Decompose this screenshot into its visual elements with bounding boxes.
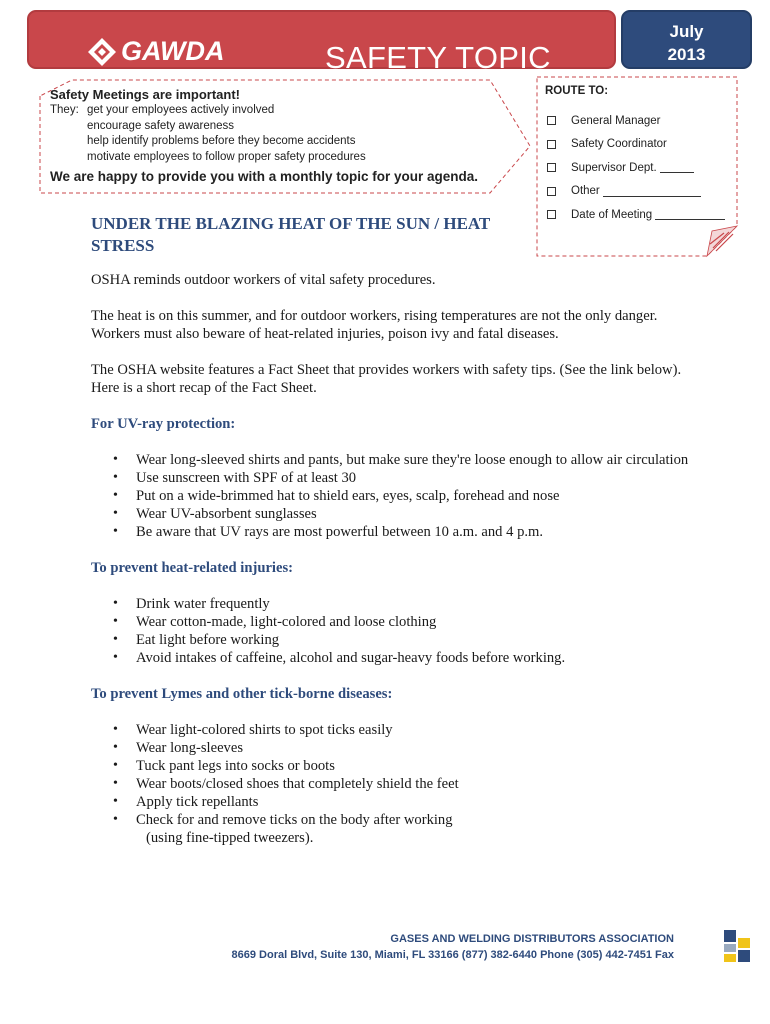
route-item-supervisor-dept[interactable] [545,156,735,180]
route-item-other[interactable] [545,180,735,204]
heat-bullet-list [91,595,691,667]
route-box [545,84,735,227]
footer-org: GASES AND WELDING DISTRIBUTORS ASSOCIATION [390,933,674,945]
logo-text: GAWDA [121,36,225,66]
section-heading-heat: To prevent heat-related injuries: [91,560,293,576]
list-item: • Use sunscreen with SPF of at least 30 [91,469,691,487]
blocks-logo-icon [724,930,752,964]
route-label: Safety Coordinator [571,138,667,151]
gawda-logo [87,34,267,74]
route-item-general-manager[interactable] [545,109,735,133]
checkbox-icon[interactable] [547,140,556,149]
page-curl-icon [707,226,737,256]
intro-heading: Safety Meetings are important! [50,87,240,102]
intro-list [87,103,366,165]
intro-item: encourage safety awareness [87,119,235,132]
footer [150,931,674,963]
intro-box [50,86,490,186]
route-label: General Manager [571,114,661,127]
list-item: • Check for and remove ticks on the body after working [91,811,691,829]
uv-bullet-list [91,451,691,541]
footer-address: 8669 Doral Blvd, Suite 130, Miami, FL 33166 (877) 382-6440 Phone (305) 442-7451 Fax [231,949,674,961]
list-item: • Eat light before working [91,631,691,649]
paragraph: The heat is on this summer, and for outdoor workers, rising temperatures are not the only danger. Workers must also beware of heat-related injuries, poison ivy and fatal diseases. [91,308,658,342]
tick-bullet-list [91,721,691,847]
route-label: Date of Meeting [571,208,653,221]
intro-item: get your employees actively involved [87,104,275,116]
list-item: • Be aware that UV rays are most powerful between 10 a.m. and 4 p.m. [91,523,691,541]
list-item: • Wear boots/closed shoes that completely shield the feet [91,775,691,793]
route-label: Supervisor Dept. [571,161,657,174]
list-item: • Wear long-sleeved shirts and pants, but make sure they're loose enough to allow air circulation [91,451,691,469]
section-heading-ticks: To prevent Lymes and other tick-borne diseases: [91,686,393,702]
checkbox-icon[interactable] [547,116,556,125]
intro-item: help identify problems before they become accidents [87,135,356,147]
list-item: • Put on a wide-brimmed hat to shield ears, eyes, scalp, forehead and nose [91,487,691,505]
list-item: • Wear long-sleeves [91,739,691,757]
list-item: • Wear cotton-made, light-colored and loose clothing [91,613,691,631]
date-month: July [669,22,704,41]
page-title: SAFETY TOPIC [325,40,551,75]
route-title: ROUTE TO: [545,85,609,97]
checkbox-icon[interactable] [547,187,556,196]
checkbox-icon[interactable] [547,163,556,172]
paragraph: The OSHA website features a Fact Sheet that provides workers with safety tips. (See the link below). Here is a short recap of the Fact Sheet. [91,362,682,396]
route-item-safety-coordinator[interactable] [545,133,735,157]
route-label: Other [571,185,600,198]
other-field[interactable] [603,186,701,197]
list-item: • Drink water frequently [91,595,691,613]
article-title: UNDER THE BLAZING HEAT OF THE SUN / HEAT STRESS [91,214,490,255]
they-label: They: [50,104,79,116]
intro-row [50,103,490,165]
header-banner [27,10,616,75]
article [91,213,691,865]
intro-tagline: We are happy to provide you with a monthly topic for your agenda. [50,169,479,184]
list-item: • Avoid intakes of caffeine, alcohol and sugar-heavy foods before working. [91,649,691,667]
paragraph: OSHA reminds outdoor workers of vital safety procedures. [91,272,436,288]
list-item: • Tuck pant legs into socks or boots [91,757,691,775]
list-item: • Apply tick repellants [91,793,691,811]
date-badge [621,10,752,69]
date-year: 2013 [667,45,706,64]
list-item: • Wear UV-absorbent sunglasses [91,505,691,523]
list-item: • Wear light-colored shirts to spot ticks easily [91,721,691,739]
section-heading-uv: For UV-ray protection: [91,416,236,432]
supervisor-dept-field[interactable] [660,162,694,173]
intro-item: motivate employees to follow proper safety procedures [87,150,366,163]
gawda-diamond-icon [87,37,117,67]
list-item-continuation: (using fine-tipped tweezers). [146,830,314,846]
